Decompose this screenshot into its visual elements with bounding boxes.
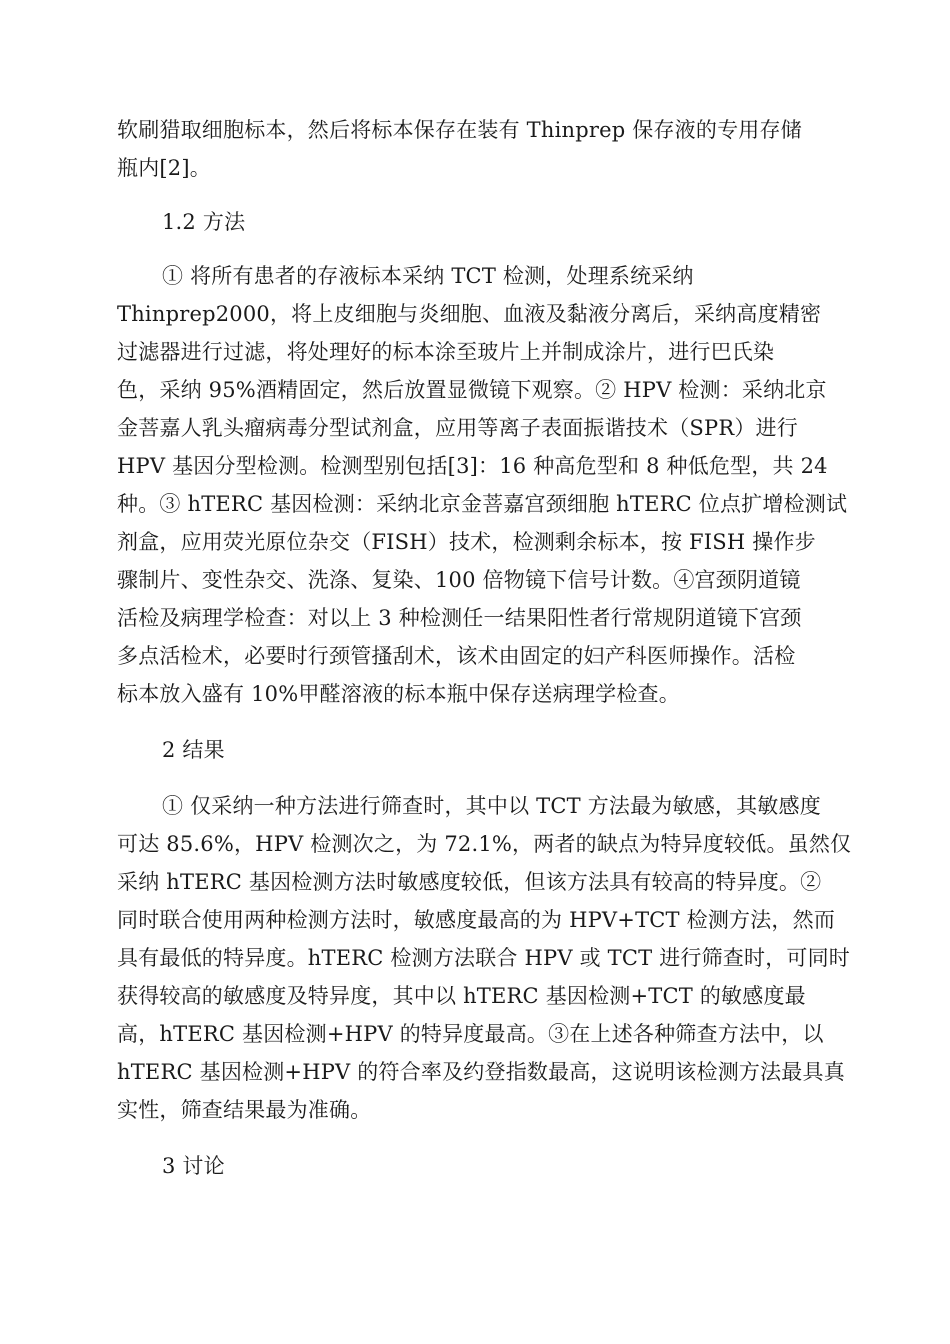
body-line: 高，hTERC 基因检测+HPV 的特异度最高。③在上述各种筛查方法中，以	[117, 1022, 824, 1046]
body-line: 软刷猎取细胞标本，然后将标本保存在装有 Thinprep 保存液的专用存储	[117, 118, 802, 142]
section-heading-methods: 1.2 方法	[162, 210, 246, 234]
body-line: 活检及病理学检查：对以上 3 种检测任一结果阳性者行常规阴道镜下宫颈	[117, 606, 802, 630]
body-line: 过滤器进行过滤，将处理好的标本涂至玻片上并制成涂片，进行巴氏染	[117, 340, 775, 364]
body-line: 同时联合使用两种检测方法时，敏感度最高的为 HPV+TCT 检测方法，然而	[117, 908, 836, 932]
body-line: Thinprep2000，将上皮细胞与炎细胞、血液及黏液分离后，采纳高度精密	[117, 302, 822, 326]
body-line: 可达 85.6%，HPV 检测次之，为 72.1%，两者的缺点为特异度较低。虽然仅	[117, 832, 852, 856]
body-line: 骤制片、变性杂交、洗涤、复染、100 倍物镜下信号计数。④宫颈阴道镜	[117, 568, 801, 592]
body-line: 多点活检术，必要时行颈管搔刮术，该术由固定的妇产科医师操作。活检	[117, 644, 796, 668]
body-line: hTERC 基因检测+HPV 的符合率及约登指数最高，这说明该检测方法最具真	[117, 1060, 845, 1084]
body-line: 实性，筛查结果最为准确。	[117, 1098, 372, 1122]
body-line: ① 将所有患者的存液标本采纳 TCT 检测，处理系统采纳	[162, 264, 694, 288]
body-line: 金菩嘉人乳头瘤病毒分型试剂盒，应用等离子表面振谐技术（SPR）进行	[117, 416, 798, 440]
body-line: HPV 基因分型检测。检测型别包括[3]：16 种高危型和 8 种低危型，共 24	[117, 454, 828, 478]
body-line: 获得较高的敏感度及特异度，其中以 hTERC 基因检测+TCT 的敏感度最	[117, 984, 806, 1008]
body-line: 种。③ hTERC 基因检测：采纳北京金菩嘉宫颈细胞 hTERC 位点扩增检测试	[117, 492, 848, 516]
body-line: 色，采纳 95%酒精固定，然后放置显微镜下观察。② HPV 检测：采纳北京	[117, 378, 827, 402]
section-heading-discussion: 3 讨论	[162, 1154, 225, 1178]
body-line: 标本放入盛有 10%甲醛溶液的标本瓶中保存送病理学检查。	[117, 682, 680, 706]
body-line: 剂盒，应用荧光原位杂交（FISH）技术，检测剩余标本，按 FISH 操作步	[117, 530, 816, 554]
section-heading-results: 2 结果	[162, 738, 225, 762]
body-line: ① 仅采纳一种方法进行筛查时，其中以 TCT 方法最为敏感，其敏感度	[162, 794, 821, 818]
body-line: 瓶内[2]。	[117, 156, 211, 180]
body-line: 采纳 hTERC 基因检测方法时敏感度较低，但该方法具有较高的特异度。②	[117, 870, 822, 894]
body-line: 具有最低的特异度。hTERC 检测方法联合 HPV 或 TCT 进行筛查时，可同时	[117, 946, 851, 970]
